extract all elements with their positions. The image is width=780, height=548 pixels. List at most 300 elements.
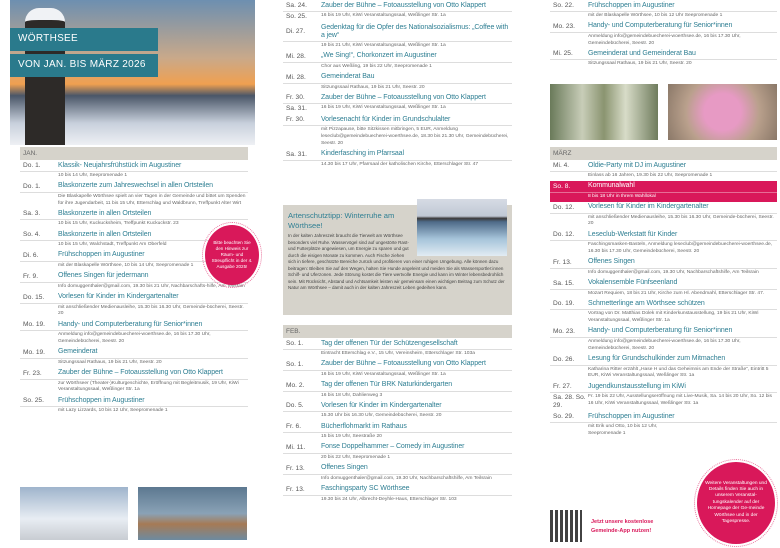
event-title: Zauber der Bühne – Fotoausstellung von Otto Klappert [321,1,486,9]
event-detail: Faschingsmasken-Basteln, Anmeldung leseclub@gemeindebuecherei-woerthsee.de, 16.30 bis 17.30 Uhr, Gemeindebücherei, Seestr. 20 [588,242,773,254]
event-detail: Anmeldung info@gemeindebuecherei-woerthsee.de, 16 bis 17.30 Uhr, Gemeindebücherei, Seestr. 20 [588,33,741,46]
event-title: Schmetterlinge am Wörthsee schützen [588,299,705,307]
event-detail: 16 bis 18 Uhr, Dahlienweg 3 [321,392,383,398]
event-title-row [550,326,777,338]
event-item [550,298,777,326]
event-item [283,149,512,170]
event-detail: mit der Blaskapelle Wörthsee, 10 bis 14 Uhr, Seepromenade 1 [58,262,194,268]
event-detail-date [20,221,58,228]
event-date: Mo. 2. [286,381,305,389]
event-list [20,160,248,416]
event-item [550,381,777,411]
event-detail: mit Pizzapause, bitte Sitzkissen mitbringen, 5 EUR, Anmeldung leseclub@gemeindebuecherei-woerthsee.de, 18.30 bis 21.30 Uhr, Gemeindebücherei, Seestr. 20 [321,127,509,146]
event-date: Sa. 15. [553,279,574,287]
event-title: Faschingsparty SC Wörthsee [321,485,410,493]
event-title: Lesung für Grundschulkinder zum Mitmachen [588,355,726,363]
photo-winter-tree [20,487,128,540]
event-item [283,484,512,505]
event-title-row [283,463,512,475]
event-date: Do. 1. [23,182,41,190]
event-item [283,400,512,421]
event-detail-date [20,263,58,270]
event-title: Vorlesenacht für Kinder im Grundschulalter [321,115,451,123]
header-title: WÖRTHSEE [10,28,158,51]
event-detail-row [550,172,777,181]
event-title: Kommunalwahl [588,182,635,190]
event-title-row [283,400,512,412]
event-detail: zur Wörthseer (Theater-)Kulturgeschichte, Eröffnung mit Begleitmusik, 19 Uhr, KiWi Veranstaltungssaal, Weßlinger Str. 1a [58,380,239,393]
event-detail-row [20,220,248,229]
event-date: Mi. 28. [286,73,306,81]
event-item [283,22,512,51]
event-date: Fr. 13. [286,464,305,472]
event-detail-row [20,193,248,209]
event-title-row [550,229,777,241]
event-item [283,359,512,380]
event-date: Do. 1. [23,162,41,169]
event-detail-row [20,304,248,320]
event-date: Sa. 24. [286,2,307,9]
event-detail-row [20,172,248,181]
event-detail: mit anschließender Medienausleihe, 15.30 bis 16.30 Uhr, Gemeinde-bücherei, Seestr. 20 [588,214,774,227]
event-detail-row [283,392,512,401]
event-date: Mo. 23. [553,327,575,335]
event-title: Tag der offenen Tür BRK Naturkindergarten [321,381,453,389]
event-item [20,208,248,229]
event-detail-row [283,63,512,72]
event-title: Vorlesen für Kinder im Kindergartenalter [588,203,709,211]
event-item [283,0,512,22]
month-header-maerz: MÄRZ [550,147,777,160]
event-title-row [20,208,248,220]
event-date: So. 1. [286,340,304,347]
event-date: Mi. 11. [286,443,306,451]
event-detail-row [550,33,777,49]
event-detail-row [550,214,777,230]
event-detail-row [550,366,777,382]
event-detail-date [550,311,588,325]
event-detail: mit der Blaskapelle Wörthsee, 10 bis 12 Uhr Seepromenade 1 [588,13,723,18]
event-title-row [550,202,777,214]
event-title: Gemeinderat und Gemeinderat Bau [588,49,696,57]
event-title-row [20,160,248,172]
event-title: Vorlesen für Kinder im Kindergartenalter [58,293,179,301]
event-detail-date [550,339,588,353]
event-detail-row [283,12,512,22]
event-title: Blaskonzerte zum Jahreswechsel in allen Ortsteilen [58,182,213,190]
event-detail-date [20,173,58,180]
event-detail: Eintracht Etterschlag e.V., 15 Uhr, Vereinsheim, Etterschlager Str. 103a [321,351,475,356]
event-detail-date [283,393,321,400]
event-title-row [550,160,777,172]
event-detail-date [20,332,58,346]
event-detail: mit Erik und Otto, 10 bis 12 Uhr, Seepromenade 1 [588,424,658,436]
event-title-row [283,338,512,350]
event-date: Di. 6. [23,251,39,259]
event-title: Leseclub-Werkstatt für Kinder [588,230,678,238]
event-detail-row [283,433,512,442]
event-detail-row [283,496,512,505]
event-item [550,48,777,69]
month-header-feb: FEB. [283,325,512,338]
event-title: Vokalensemble Fünfseenland [588,279,678,287]
event-title-row [20,292,248,304]
event-detail-date [550,242,588,256]
event-detail-date [550,424,588,438]
event-detail-date [20,284,58,291]
event-item [20,395,248,416]
event-detail: Sitzungssaal Rathaus, 19 bis 21 Uhr, Seestr. 20 [588,61,692,67]
event-detail: 15.30 Uhr bis 16.30 Uhr, Gemeindebücherei, Seestr. 20 [321,413,442,419]
notice-badge-snow: Bitte beachten Sie den Hinweis zur Räum- und Streupflicht in der 4. Ausgabe 2025! [205,225,259,285]
event-date: So. 29. [553,413,574,421]
event-date: Fr. 30. [286,94,305,102]
event-title: Blaskonzerte in allen Ortsteilen [58,209,152,217]
event-title: Blaskonzerte in allen Ortsteilen [58,230,152,238]
event-date: Fr. 27. [553,383,572,391]
column-feb [283,325,512,504]
event-title-row [283,51,512,63]
event-title: Kinderfasching im Pfarrsaal [321,150,404,158]
qr-code[interactable] [550,510,582,542]
event-detail-row [283,412,512,421]
event-item [550,181,777,202]
event-detail-date [550,13,588,20]
event-detail: Fr. 19 bis 22 Uhr, Ausstellungseröffnung mit Live-Musik, Sa. 14 bis 20 Uhr, So. 12 bis 16 Uhr, KiWi Veranstaltungssaal, Weßlinger Str. 1a [588,394,772,406]
event-detail: Anmeldung info@gemeindebuecherei-woerthsee.de, 16 bis 17.30 Uhr, Gemeindebücherei, Seestr. 20 [58,332,211,344]
event-title: Gemeinderat Bau [321,73,375,81]
event-title-row [550,381,777,393]
event-detail-row [550,310,777,326]
event-date: Sa. 3. [23,210,41,218]
event-date: Mo. 23. [553,22,575,30]
event-title-row [283,72,512,84]
event-detail: 16 bis 19 Uhr, KiWi Veranstaltungssaal, Weßlinger Str. 1a [321,105,446,111]
event-date: Do. 5. [286,402,304,410]
event-title: Frühschoppen im Augustiner [588,412,675,420]
event-detail-date [20,242,58,249]
column-jan [20,147,248,416]
event-detail: Die Blaskapelle Wörthsee spielt an vier Tagen in der Gemeinde und bittet um Spenden für ihre Jugendarbeit, 11 bis 15 Uhr, Etterschlag und Waldbrunn, Treffpunkt Alter Wirt [58,193,246,206]
event-date: Sa. 31. [286,150,307,158]
event-detail-date [20,408,58,415]
event-title: Offenes Singen [588,258,635,266]
event-detail-date [550,34,588,48]
event-date: So. 1. [286,360,304,368]
event-title: Zauber der Bühne – Fotoausstellung von Otto Klappert [58,369,223,377]
event-item [283,92,512,114]
event-detail: Sitzungssaal Rathaus, 19 bis 21 Uhr, Seestr. 20 [321,84,425,90]
event-detail-row [283,161,512,170]
event-title-row [283,421,512,433]
event-detail-date [283,434,321,441]
event-title-row [550,181,777,193]
column-maerz [550,147,777,439]
event-title: Oldie-Party mit DJ im Augustiner [588,161,686,169]
event-detail: Info domuggenthaler@gmail.com, 19.30 bis 21 Uhr, Nachbarschafts-hilfe, Am Teilsrain [58,283,245,289]
event-detail: 16 bis 19 Uhr, KiWi Veranstaltungssaal, Weßlinger Str. 1a [321,13,446,18]
event-detail-row [550,393,777,411]
event-item [283,380,512,401]
photo-forest [550,84,658,140]
event-detail-date [550,173,588,180]
event-detail: 16 bis 19 Uhr, KiWi Veranstaltungssaal, Weßlinger Str. 1a [321,371,446,377]
event-detail: 10 bis 14 Uhr, Seepromenade 1 [58,173,128,178]
event-date: Fr. 6. [286,423,302,431]
event-date: Mo. 19. [23,348,45,356]
event-detail-date [283,476,321,483]
event-title: Zauber der Bühne – Fotoausstellung von Otto Klappert [321,360,486,368]
event-date: Mi. 25. [553,50,573,58]
event-detail-date [283,43,321,50]
column-jan-continued [283,0,512,170]
event-detail-date [283,497,321,504]
event-detail-date [550,291,588,298]
photo-pink-flower [668,84,777,140]
event-title-row [550,21,777,33]
event-item [550,0,777,21]
event-date: Fr. 23. [23,369,42,377]
event-detail-row [283,42,512,51]
event-item [283,421,512,442]
event-detail-date [283,162,321,169]
event-detail-row [283,475,512,484]
event-title-row [283,114,512,126]
event-item [20,292,248,320]
event-detail-row [550,269,777,278]
event-title-row [283,442,512,454]
event-detail: Mozart Requiem, 18 bis 21 Uhr, Kirche zum Hl. Abendmahl, Etterschlager Str. 47. [588,290,765,296]
event-detail-row [283,371,512,380]
event-title: Vorlesen für Kinder im Kindergartenalter [321,401,442,409]
event-detail-date [283,351,321,358]
event-detail-date [283,85,321,92]
event-detail-row [283,126,512,148]
header-subtitle: VON JAN. BIS MÄRZ 2026 [10,54,158,77]
event-detail-date [283,455,321,462]
event-date: So. 8. [553,182,571,190]
event-item [550,278,777,299]
event-title: Bücherflohmarkt im Rathaus [321,422,407,430]
event-item [550,229,777,257]
event-title: Frühschoppen im Augustiner [58,396,145,404]
event-date: Fr. 9. [23,272,39,280]
event-title-row [550,298,777,310]
event-detail-row [20,380,248,396]
event-detail-row [283,84,512,93]
event-date: Do. 26. [553,355,575,363]
event-item [550,202,777,230]
event-title-row [20,319,248,331]
event-list [283,0,512,170]
event-date: Mo. 19. [23,321,45,329]
event-detail-date: So. 25. [286,13,307,20]
column-feb-continued [550,0,777,69]
event-title: „We Sing!“, Chorkonzert im Augustiner [321,52,437,60]
event-date: So. 4. [23,231,41,239]
event-title: Frühschoppen im Augustiner [588,1,675,9]
event-detail-date: Sa. 31. [286,105,307,113]
event-detail-date [20,194,58,208]
event-detail-date [550,367,588,381]
event-detail-date [283,413,321,420]
app-promo [591,518,653,536]
event-detail: mit anschließender Medienausleihe, 15.30 bis 16.30 Uhr, Gemeinde-bücherei, Seestr. 20 [58,304,244,317]
event-detail-row [550,338,777,354]
event-date: Do. 15. [23,293,45,301]
event-title-row [283,484,512,496]
tip-text: In der kalten Jahreszeit braucht die Tierwelt am Wörthsee besonders viel Ruhe. Wasservögel sind auf ungestörte Rast- und Futterplätze angewiesen, um Energie zu sparen und gut durch die eisigen Monate zu kommen. Auch Fische ziehen sich in tiefere, geschützte Bereiche zurück und profitieren von einer ruhigen Umgebung. Alle können dazu beitragen: Bleiben Sie auf den Wegen, halten Sie Hunde angeleint und meiden Sie als Wassersportler:innen Schilf- und Uferzonen. Jede Störung kostet die Tiere wertvolle Energie und kann im Winter lebensbedrohlich sein. Mit Rücksicht, Abstand und Achtsamkeit leisten wir gemeinsam einen wichtigen Beitrag zum Schutz der Natur am Wörthsee – damit auch in der kalten Jahreszeit Leben gedeihen kann. [288,233,505,290]
event-detail: 15 bis 19 Uhr, Seestraße 20 [321,434,382,440]
event-item [283,338,512,359]
species-protection-tip [283,205,512,315]
event-title-row [283,380,512,392]
event-title-row [283,22,512,42]
event-item [550,21,777,49]
event-title-row [20,347,248,359]
event-title: Handy- und Computerberatung für Senior*innen [58,320,203,328]
event-detail-date [550,215,588,229]
event-detail: 8 bis 18 Uhr in Ihrem Wahllokal [588,193,656,199]
event-detail: 19.30 bis 24 Uhr, Albrecht-Deyhle-Haus, Etterschlager Str. 103 [321,496,457,502]
event-date: Fr. 13. [553,258,572,266]
event-detail: Info domuggenthaler@gmail.com, 19.30 Uhr, Nachbarschaftshilfe, Am Teilsrain [321,475,492,481]
event-date: So. 22. [553,2,574,9]
event-date: Fr. 13. [286,485,305,493]
event-detail: Sitzungssaal Rathaus, 19 bis 21 Uhr, Seestr. 20 [58,359,162,365]
event-date: Mi. 28. [286,52,306,60]
event-detail-row [550,193,777,202]
event-item [283,463,512,484]
event-title-row [283,0,512,12]
event-list [550,0,777,69]
event-detail-row [550,60,777,69]
event-item [550,257,777,278]
event-item [550,354,777,382]
event-date: Do. 12. [553,231,575,239]
event-detail-row [283,104,512,114]
event-date: Do. 19. [553,300,575,308]
event-detail-row [550,290,777,299]
event-detail: mit Lazy Lizzards, 10 bis 12 Uhr, Seepromenade 1 [58,408,168,414]
event-title-row [283,92,512,104]
event-detail: 14.30 bis 17 Uhr, Pfarrsaal der katholischen Kirche, Etterschlager Str. 47 [321,161,479,167]
photo-frozen-lake [417,199,507,256]
event-detail-date [550,270,588,277]
event-item [550,411,777,439]
event-title: Jugendkunstausstellung im KiWi [588,382,686,390]
event-title: Handy- und Computerberatung für Senior*innen [588,22,733,30]
event-title: Gemeinderat [58,348,98,356]
event-date: Fr. 30. [286,116,305,124]
event-detail: Einlass ab 16 Jahren, 19.30 bis 22 Uhr, Seepromenade 1 [588,173,713,178]
event-detail-date: Sa. 28. So. 29. [553,394,586,410]
event-item [283,114,512,148]
tip-title: Artenschutztipp: Winterruhe am Wörthsee! [288,211,395,230]
event-detail-row [20,283,248,292]
event-list [550,160,777,439]
photo-ducks [138,487,247,540]
event-detail: 19 bis 21 Uhr, KiWi Veranstaltungssaal, Weßlinger Str. 1a [321,43,446,48]
event-item [283,442,512,463]
event-detail-date [550,194,588,201]
event-title-row [20,368,248,380]
event-title-row [550,257,777,269]
event-date: Di. 27. [286,28,306,35]
event-title-row [550,48,777,60]
event-detail-date [20,381,58,395]
event-title: Tag der offenen Tür der Schützengesellschaft [321,339,458,347]
event-detail: Chor aus Weßling, 19 bis 22 Uhr, Seepromenade 1 [321,63,432,69]
app-promo-line2: Gemeinde-App nutzen! [591,528,652,534]
event-title: Offenes Singen [321,464,368,472]
event-title: Fonse Doppelhammer – Comedy im Augustiner [321,443,465,451]
notice-badge-more-events: Weitere Veranstaltungen und Details finden Sie auch in unserem Veranstal-tungskalender auf der Homepage der Ge-meinde Wörthsee und in der Tagespresse. [697,462,775,544]
event-title-row [550,411,777,423]
event-item [20,319,248,347]
event-title-row [283,359,512,371]
event-item [20,347,248,368]
event-title-row [550,278,777,290]
month-header-jan: JAN. [20,147,248,160]
event-detail: Anmeldung info@gemeindebuecherei-woerthsee.de, 16 bis 17.30 Uhr, Gemeindebücherei, Seestr. 20 [588,338,741,351]
event-detail-date [283,127,321,147]
app-promo-line1: Jetzt unsere kostenlose [591,519,654,525]
event-item [550,160,777,181]
event-title-row [550,0,777,12]
event-detail-date [283,64,321,71]
event-date: So. 25. [23,397,44,405]
event-item [20,160,248,181]
event-title: Frühschoppen im Augustiner [58,251,145,259]
event-item [283,51,512,72]
event-date: Do. 12. [553,203,575,211]
event-title-row [20,181,248,193]
event-detail-date [20,305,58,319]
event-detail: 10 bis 15 Uhr, Walchstadt, Treffpunkt Am Oberfeld [58,242,167,248]
event-title-row [20,395,248,407]
event-title: Klassik- Neujahrsfrühstück im Augustiner [58,161,182,169]
hero-photo-winter-sunset [10,0,255,145]
event-detail-row [283,350,512,359]
event-detail-row [20,331,248,347]
event-detail-row [20,359,248,368]
event-detail: Katharina Ritter erzählt „Hase H und das Geheimnis am Ende der Straße“, Eintritt 5 EUR, KiWi Veranstaltungssaal, Weßlinger Str. 1a [588,366,769,379]
event-detail-date [20,360,58,367]
event-detail-date [283,372,321,379]
event-item [550,326,777,354]
event-date: Mi. 4. [553,162,570,169]
event-detail-date [550,61,588,68]
event-detail-row [550,12,777,21]
event-detail-row [283,454,512,463]
event-item [20,181,248,209]
event-detail-row [550,241,777,257]
event-detail-row [550,423,777,439]
event-title: Handy- und Computerberatung für Senior*innen [588,327,733,335]
event-list [283,338,512,504]
event-detail: 20 bis 22 Uhr, Seepromenade 1 [321,454,391,460]
event-item [20,368,248,396]
event-detail: 10 bis 15 Uhr, Kuckucksheim, Treffpunkt Kuckuckstr. 23 [58,221,179,227]
event-detail: Info domuggenthaler@gmail.com, 19.30 Uhr, Nachbarschaftshilfe, Am Teilsrain [588,269,759,275]
event-detail-row [20,407,248,416]
event-title-row [550,354,777,366]
event-title: Offenes Singen für jedermann [58,272,149,280]
event-detail: Vortrag von Dr. Matthias Dolek mit Kinderkunstausstellung, 19 bis 21 Uhr, KiWi Veranstaltungssaal, Weßlinger Str. 1a [588,311,759,324]
event-title-row [283,149,512,161]
event-title: Gedenktag für die Opfer des Nationalsozialismus: „Coffee with a jew“ [321,23,509,39]
